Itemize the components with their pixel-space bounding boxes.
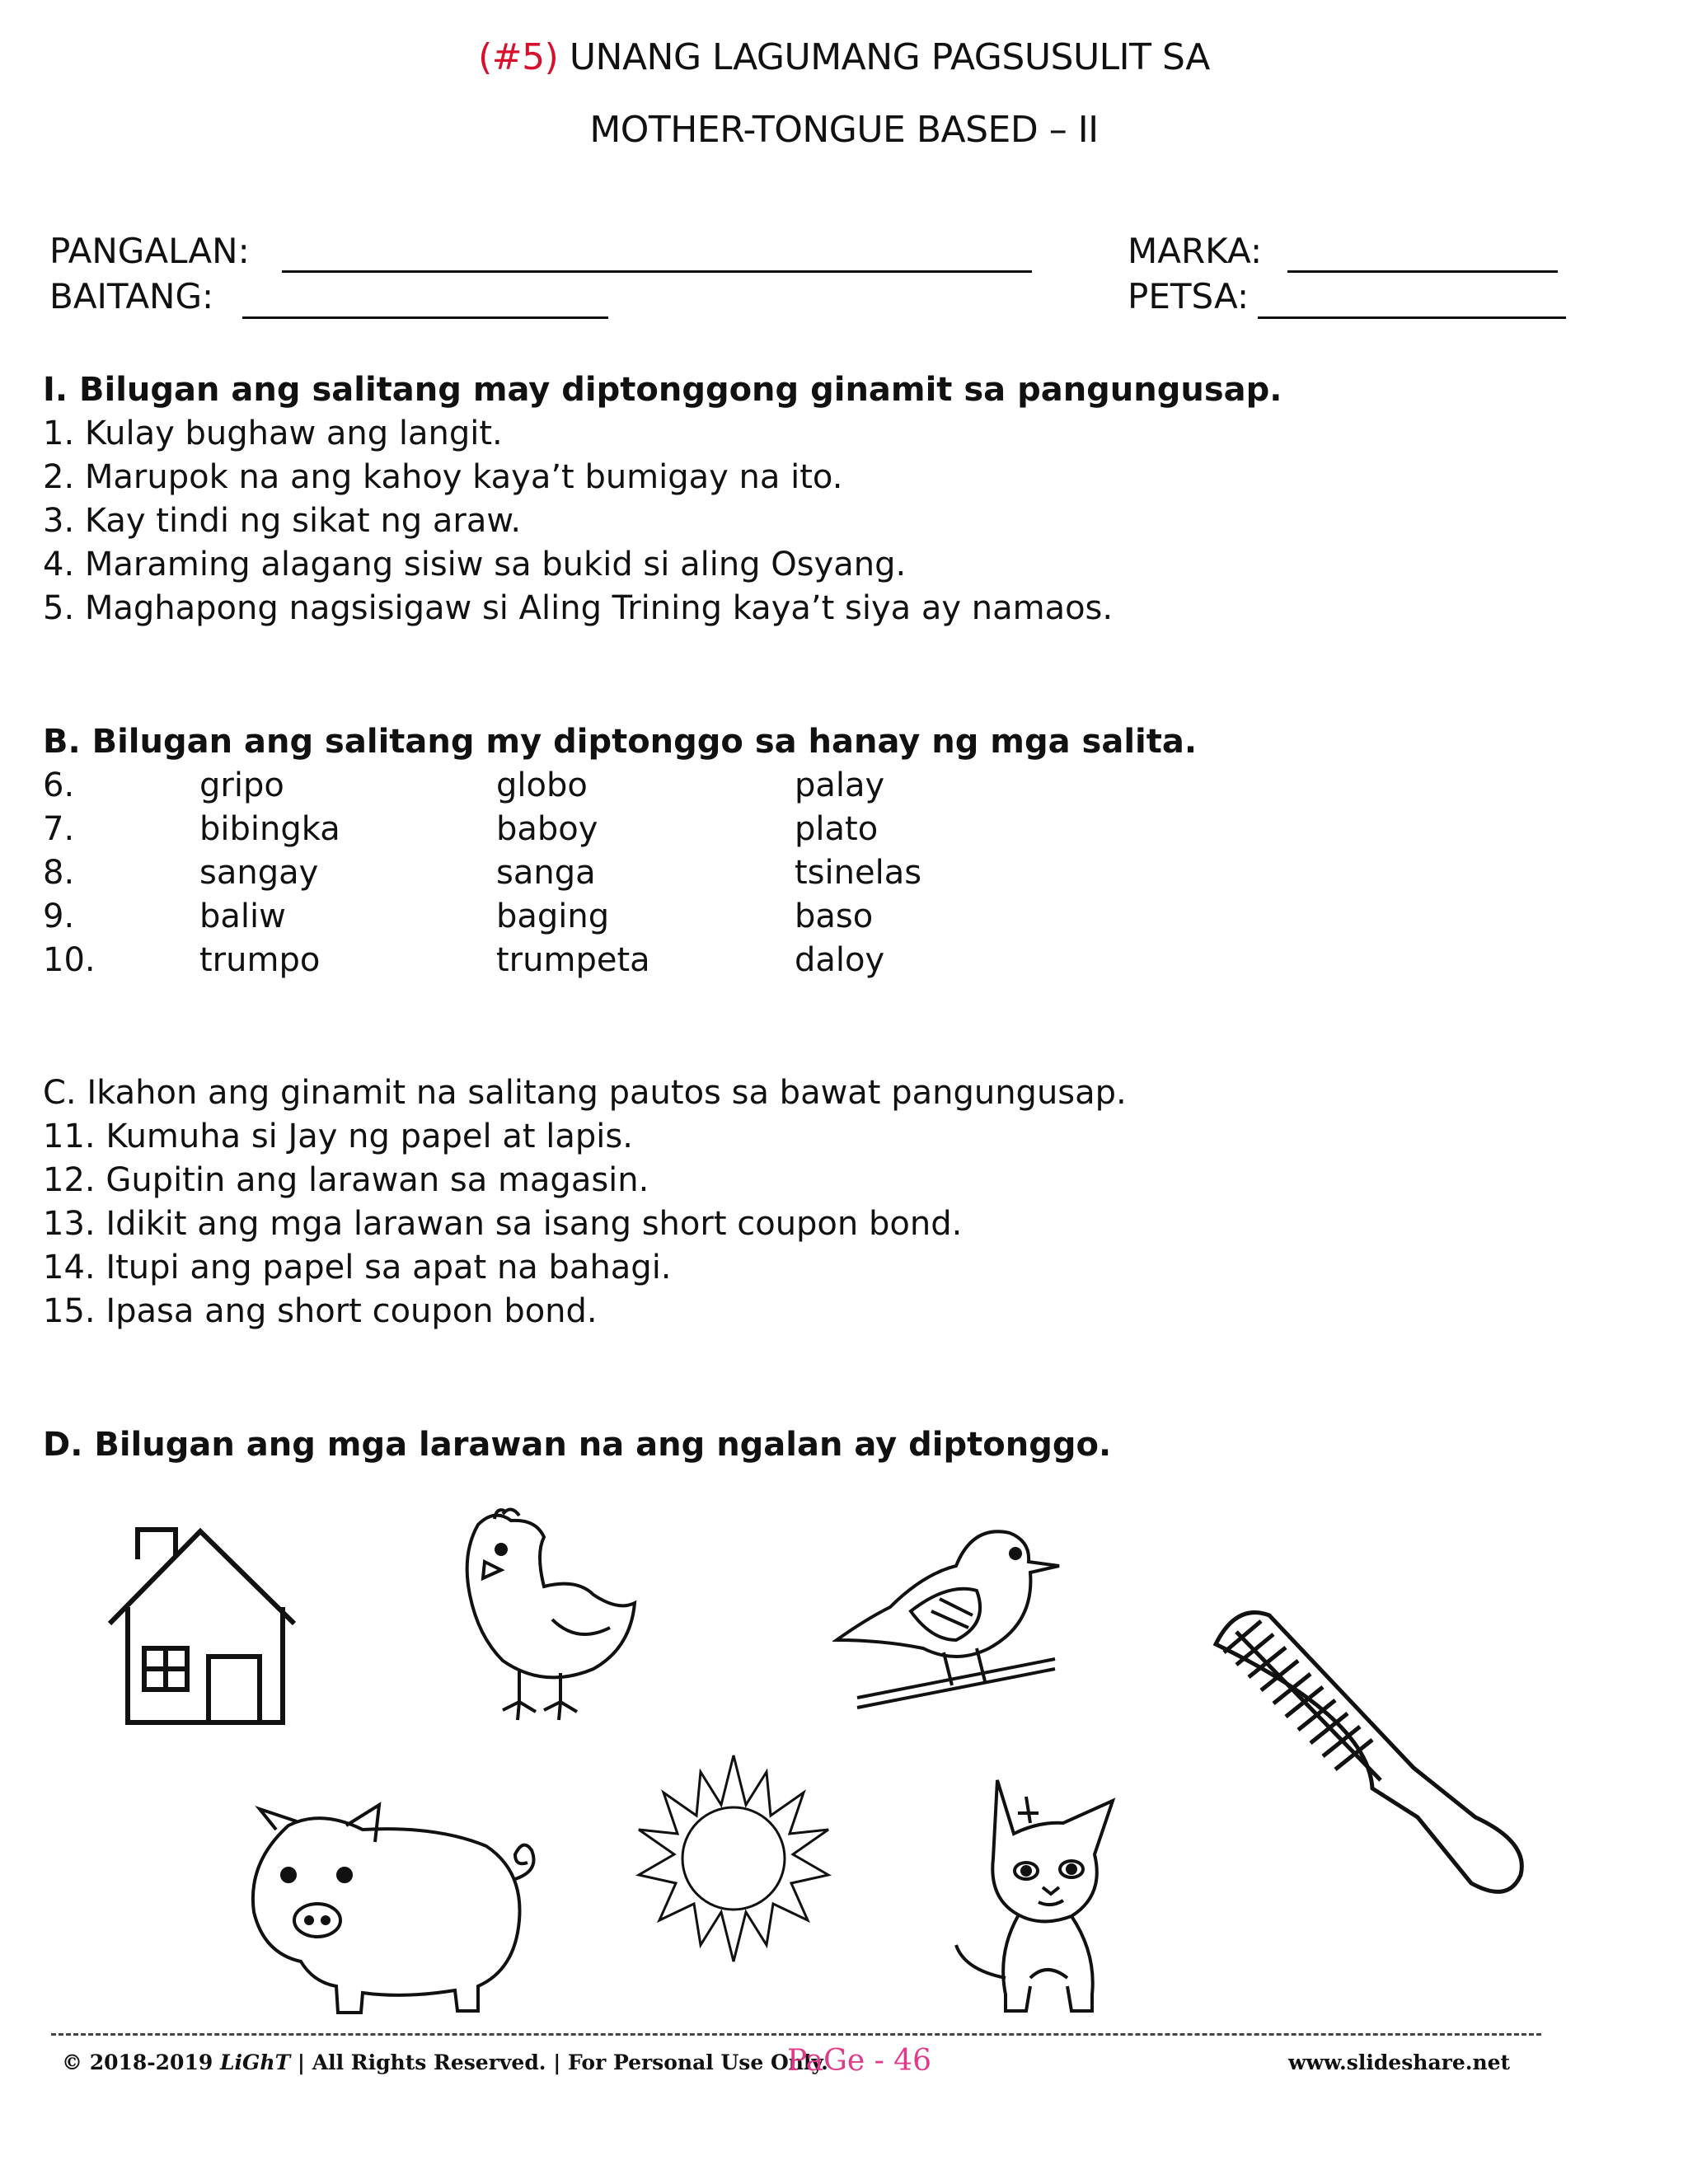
row-number: 7. (43, 810, 75, 848)
title-text: UNANG LAGUMANG PAGSUSULIT SA (569, 36, 1210, 78)
page-label: PaGe - 46 (787, 2044, 931, 2078)
word-choice[interactable]: daloy (795, 941, 885, 979)
section-c-item: 15. Ipasa ang short coupon bond. (43, 1292, 598, 1330)
test-number: (#5) (478, 36, 559, 78)
word-choice[interactable]: plato (795, 810, 879, 848)
word-choice[interactable]: trumpo (199, 941, 321, 979)
name-line[interactable] (282, 270, 1032, 273)
house-icon[interactable] (103, 1525, 301, 1727)
word-choice[interactable]: tsinelas (795, 854, 922, 892)
date-label: PETSA: (1128, 276, 1250, 316)
website-link[interactable]: www.slideshare.net (1288, 2050, 1511, 2074)
section-c-item: 11. Kumuha si Jay ng papel at lapis. (43, 1118, 633, 1155)
word-choice[interactable]: bibingka (199, 810, 340, 848)
copyright-text: © 2018-2019 (62, 2050, 213, 2074)
word-choice[interactable]: sangay (199, 854, 319, 892)
page-title-line-2: MOTHER-TONGUE BASED – II (589, 109, 1099, 151)
section-b-heading: B. Bilugan ang salitang my diptonggo sa hanay ng mga salita. (43, 723, 1198, 761)
section-i-heading: I. Bilugan ang salitang may diptonggong ginamit sa pangungusap. (43, 371, 1282, 409)
footer-divider (51, 2033, 1541, 2036)
word-choice[interactable]: trumpeta (496, 941, 650, 979)
word-choice[interactable]: baso (795, 898, 874, 935)
word-choice[interactable]: palay (795, 766, 885, 804)
score-line[interactable] (1287, 270, 1558, 273)
word-choice[interactable]: baging (496, 898, 610, 935)
word-choice[interactable]: gripo (199, 766, 284, 804)
section-i-item: 3. Kay tindi ng sikat ng araw. (43, 502, 522, 540)
footer-copyright (62, 2050, 828, 2074)
section-i-item: 5. Maghapong nagsisigaw si Aling Trining kaya’t siya ay namaos. (43, 589, 1114, 627)
sun-icon[interactable] (635, 1751, 832, 1966)
chick-icon[interactable] (453, 1504, 643, 1735)
row-number: 9. (43, 898, 75, 935)
word-choice[interactable]: sanga (496, 854, 596, 892)
rights-text: | All Rights Reserved. | For Personal Use Only. (297, 2050, 828, 2074)
section-c-item: 13. Idikit ang mga larawan sa isang short coupon bond. (43, 1205, 963, 1243)
bird-icon[interactable] (832, 1516, 1071, 1714)
row-number: 10. (43, 941, 96, 979)
section-i-item: 2. Marupok na ang kahoy kaya’t bumigay na ito. (43, 458, 843, 496)
name-label: PANGALAN: (49, 231, 250, 271)
section-c-item: 14. Itupi ang papel sa apat na bahagi. (43, 1249, 672, 1286)
section-d-heading: D. Bilugan ang mga larawan na ang ngalan ay diptonggo. (43, 1426, 1112, 1464)
grade-line[interactable] (242, 316, 608, 319)
section-c-heading: C. Ikahon ang ginamit na salitang pautos sa bawat pangungusap. (43, 1074, 1127, 1112)
page-title-line-1 (0, 36, 1688, 78)
row-number: 8. (43, 854, 75, 892)
word-choice[interactable]: globo (496, 766, 588, 804)
date-line[interactable] (1258, 316, 1566, 319)
section-i-item: 1. Kulay bughaw ang langit. (43, 415, 503, 452)
grade-label: BAITANG: (49, 276, 214, 316)
pig-icon[interactable] (239, 1797, 544, 2019)
section-i-item: 4. Maraming alagang sisiw sa bukid si aling Osyang. (43, 546, 907, 583)
row-number: 6. (43, 766, 75, 804)
comb-icon[interactable] (1203, 1595, 1533, 1900)
cat-icon[interactable] (948, 1764, 1170, 2027)
brand-name: LiGhT (219, 2050, 291, 2074)
page-number (787, 2044, 931, 2078)
word-choice[interactable]: baliw (199, 898, 286, 935)
word-choice[interactable]: baboy (496, 810, 598, 848)
score-label: MARKA: (1128, 231, 1263, 271)
section-c-item: 12. Gupitin ang larawan sa magasin. (43, 1161, 649, 1199)
